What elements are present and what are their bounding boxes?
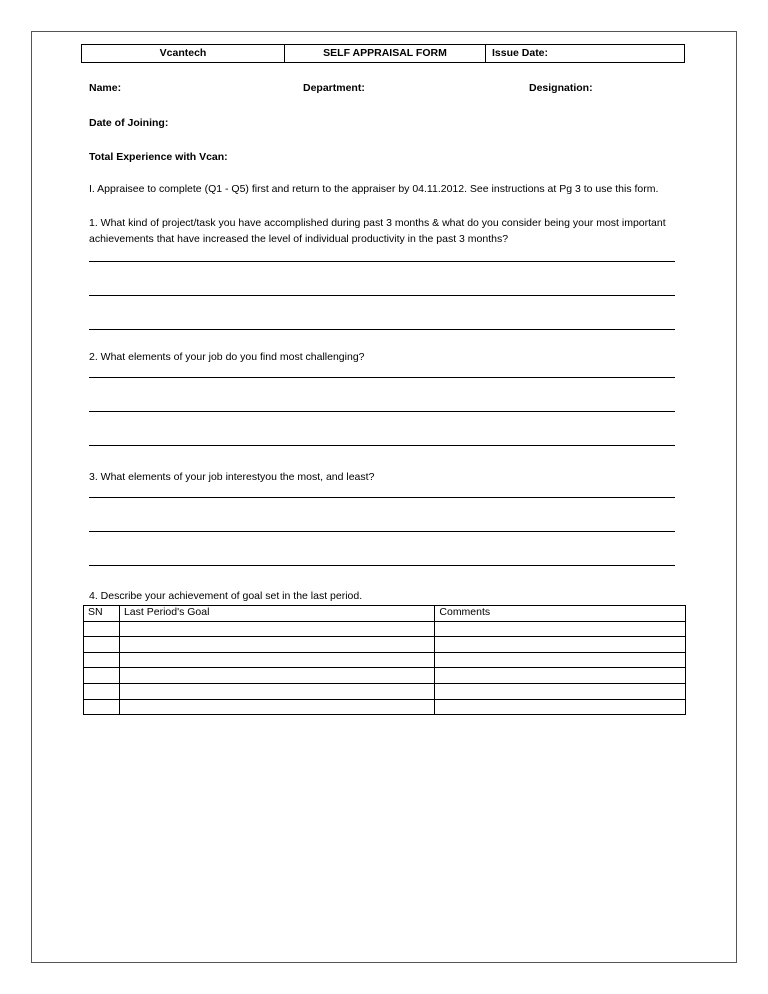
table-cell[interactable]	[84, 621, 120, 637]
form-title: SELF APPRAISAL FORM	[285, 45, 486, 62]
answer-line[interactable]	[89, 445, 675, 446]
answer-line[interactable]	[89, 565, 675, 566]
table-row[interactable]	[84, 683, 686, 699]
table-cell[interactable]	[435, 668, 686, 684]
question-1-line-1: 1. What kind of project/task you have accomplished during past 3 months & what do you consider being your most important	[89, 217, 666, 229]
table-row[interactable]	[84, 637, 686, 653]
issue-date-label: Issue Date:	[492, 47, 549, 59]
table-row[interactable]	[84, 699, 686, 715]
date-of-joining-label: Date of Joining:	[89, 117, 169, 129]
answer-line[interactable]	[89, 295, 675, 296]
table-cell[interactable]	[119, 637, 434, 653]
designation-label: Designation:	[529, 82, 593, 94]
header-sn: SN	[84, 606, 120, 622]
answer-line[interactable]	[89, 411, 675, 412]
table-cell[interactable]	[84, 683, 120, 699]
answer-line[interactable]	[89, 497, 675, 498]
question-3: 3. What elements of your job interestyou the most, and least?	[89, 471, 375, 483]
instructions-text: I. Appraisee to complete (Q1 - Q5) first and return to the appraiser by 04.11.2012. See instructions at Pg 3 to use this form.	[89, 183, 659, 195]
form-header	[81, 44, 685, 63]
table-row[interactable]	[84, 668, 686, 684]
table-cell[interactable]	[84, 637, 120, 653]
table-cell[interactable]	[84, 699, 120, 715]
name-label: Name:	[89, 82, 122, 94]
answer-line[interactable]	[89, 377, 675, 378]
company-name: Vcantech	[82, 45, 285, 62]
department-label: Department:	[303, 82, 365, 94]
table-cell[interactable]	[435, 683, 686, 699]
question-1-line-2: achievements that have increased the level of individual productivity in the past 3 months?	[89, 233, 509, 245]
header-comments: Comments	[435, 606, 686, 622]
answer-line[interactable]	[89, 531, 675, 532]
table-row[interactable]	[84, 652, 686, 668]
question-2: 2. What elements of your job do you find most challenging?	[89, 351, 365, 363]
table-cell[interactable]	[119, 699, 434, 715]
question-4: 4. Describe your achievement of goal set in the last period.	[89, 590, 363, 602]
answer-line[interactable]	[89, 261, 675, 262]
table-cell[interactable]	[119, 621, 434, 637]
goals-table	[83, 605, 686, 715]
table-cell[interactable]	[435, 621, 686, 637]
table-cell[interactable]	[435, 652, 686, 668]
table-cell[interactable]	[84, 668, 120, 684]
table-cell[interactable]	[84, 652, 120, 668]
table-cell[interactable]	[435, 699, 686, 715]
table-cell[interactable]	[119, 652, 434, 668]
table-cell[interactable]	[119, 668, 434, 684]
table-row[interactable]	[84, 621, 686, 637]
table-cell[interactable]	[119, 683, 434, 699]
table-cell[interactable]	[435, 637, 686, 653]
answer-line[interactable]	[89, 329, 675, 330]
total-experience-label: Total Experience with Vcan:	[89, 151, 228, 163]
header-last-period-goal: Last Period's Goal	[119, 606, 434, 622]
table-header-row	[84, 606, 686, 622]
